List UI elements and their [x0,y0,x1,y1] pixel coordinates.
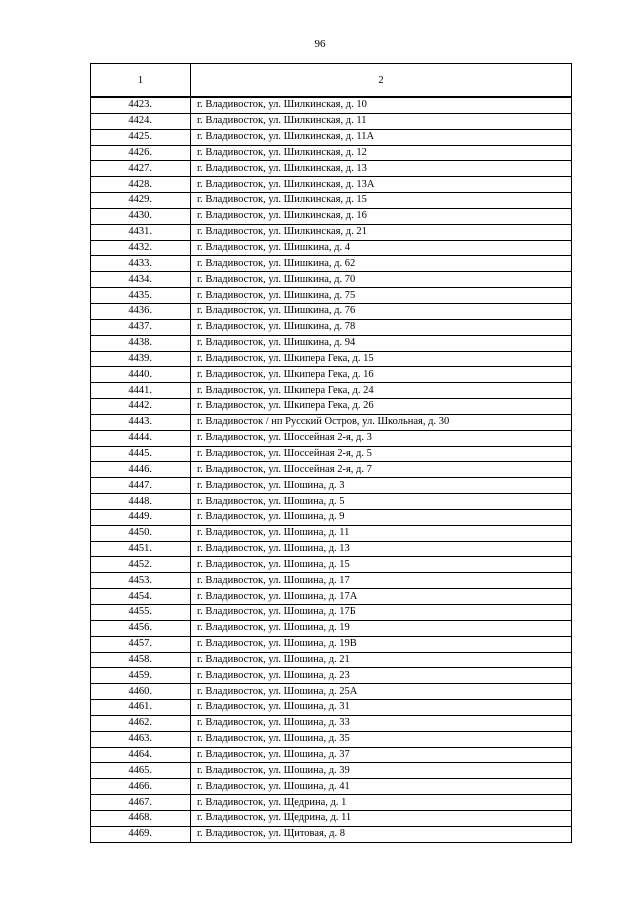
address-cell: г. Владивосток, ул. Шоссейная 2-я, д. 5 [191,446,572,462]
table-row [91,684,572,700]
table-row [91,525,572,541]
table-row [91,399,572,415]
address-cell: г. Владивосток, ул. Шишкина, д. 75 [191,288,572,304]
address-cell: г. Владивосток, ул. Шошина, д. 17Б [191,605,572,621]
address-cell: г. Владивосток, ул. Шишкина, д. 94 [191,335,572,351]
address-cell: г. Владивосток, ул. Шилкинская, д. 11А [191,129,572,145]
row-number-cell: 4432. [91,240,191,256]
table-row [91,240,572,256]
row-number-cell: 4465. [91,763,191,779]
table-row [91,620,572,636]
address-cell: г. Владивосток, ул. Шошина, д. 19 [191,620,572,636]
row-number-cell: 4451. [91,541,191,557]
address-cell: г. Владивосток, ул. Шошина, д. 41 [191,779,572,795]
table-row [91,668,572,684]
address-cell: г. Владивосток, ул. Шилкинская, д. 15 [191,193,572,209]
row-number-cell: 4424. [91,113,191,129]
table-row [91,700,572,716]
row-number-cell: 4435. [91,288,191,304]
table-row [91,129,572,145]
row-number-cell: 4456. [91,620,191,636]
row-number-cell: 4442. [91,399,191,415]
table-row [91,557,572,573]
header-row [91,64,572,98]
row-number-cell: 4431. [91,224,191,240]
row-number-cell: 4446. [91,462,191,478]
row-number-cell: 4425. [91,129,191,145]
table-row [91,383,572,399]
row-number-cell: 4426. [91,145,191,161]
column-header-number: 1 [91,64,191,98]
row-number-cell: 4429. [91,193,191,209]
address-cell: г. Владивосток, ул. Шилкинская, д. 13А [191,177,572,193]
row-number-cell: 4444. [91,430,191,446]
table-row [91,589,572,605]
row-number-cell: 4450. [91,525,191,541]
address-cell: г. Владивосток, ул. Шилкинская, д. 12 [191,145,572,161]
table-row [91,509,572,525]
address-cell: г. Владивосток, ул. Шкипера Гека, д. 15 [191,351,572,367]
table-row [91,161,572,177]
row-number-cell: 4448. [91,494,191,510]
table-row [91,303,572,319]
table-row [91,541,572,557]
address-cell: г. Владивосток, ул. Шошина, д. 17А [191,589,572,605]
table-row [91,97,572,113]
table-row [91,208,572,224]
row-number-cell: 4447. [91,478,191,494]
table-row [91,351,572,367]
address-cell: г. Владивосток, ул. Шошина, д. 9 [191,509,572,525]
address-cell: г. Владивосток, ул. Шилкинская, д. 21 [191,224,572,240]
row-number-cell: 4433. [91,256,191,272]
address-cell: г. Владивосток, ул. Шилкинская, д. 10 [191,97,572,113]
address-cell: г. Владивосток, ул. Шошина, д. 15 [191,557,572,573]
row-number-cell: 4455. [91,605,191,621]
address-cell: г. Владивосток, ул. Шошина, д. 11 [191,525,572,541]
address-cell: г. Владивосток, ул. Шошина, д. 3 [191,478,572,494]
table-row [91,494,572,510]
row-number-cell: 4467. [91,795,191,811]
row-number-cell: 4440. [91,367,191,383]
table-body [91,97,572,842]
row-number-cell: 4460. [91,684,191,700]
row-number-cell: 4459. [91,668,191,684]
row-number-cell: 4466. [91,779,191,795]
address-cell: г. Владивосток, ул. Шишкина, д. 78 [191,319,572,335]
address-cell: г. Владивосток, ул. Шошина, д. 5 [191,494,572,510]
address-cell: г. Владивосток, ул. Шкипера Гека, д. 26 [191,399,572,415]
address-cell: г. Владивосток, ул. Шошина, д. 39 [191,763,572,779]
address-cell: г. Владивосток, ул. Шишкина, д. 62 [191,256,572,272]
table-row [91,573,572,589]
table-row [91,446,572,462]
address-cell: г. Владивосток, ул. Шишкина, д. 4 [191,240,572,256]
column-header-address: 2 [191,64,572,98]
table-row [91,145,572,161]
address-cell: г. Владивосток, ул. Шилкинская, д. 13 [191,161,572,177]
address-cell: г. Владивосток, ул. Шошина, д. 37 [191,747,572,763]
row-number-cell: 4436. [91,303,191,319]
table-row [91,478,572,494]
row-number-cell: 4445. [91,446,191,462]
table-row [91,810,572,826]
address-cell: г. Владивосток, ул. Шкипера Гека, д. 24 [191,383,572,399]
table-row [91,763,572,779]
table-row [91,462,572,478]
address-cell: г. Владивосток, ул. Шошина, д. 31 [191,700,572,716]
row-number-cell: 4464. [91,747,191,763]
address-cell: г. Владивосток, ул. Шошина, д. 19В [191,636,572,652]
address-cell: г. Владивосток / нп Русский Остров, ул. Школьная, д. 30 [191,414,572,430]
table-row [91,288,572,304]
row-number-cell: 4462. [91,715,191,731]
address-cell: г. Владивосток, ул. Шошина, д. 33 [191,715,572,731]
address-cell: г. Владивосток, ул. Шошина, д. 35 [191,731,572,747]
address-cell: г. Владивосток, ул. Шоссейная 2-я, д. 3 [191,430,572,446]
table-row [91,636,572,652]
row-number-cell: 4439. [91,351,191,367]
table-row [91,779,572,795]
address-cell: г. Владивосток, ул. Щитовая, д. 8 [191,826,572,842]
row-number-cell: 4457. [91,636,191,652]
table-row [91,652,572,668]
address-table [90,63,572,843]
address-cell: г. Владивосток, ул. Шошина, д. 23 [191,668,572,684]
row-number-cell: 4452. [91,557,191,573]
row-number-cell: 4468. [91,810,191,826]
address-cell: г. Владивосток, ул. Шошина, д. 25А [191,684,572,700]
table-row [91,335,572,351]
address-cell: г. Владивосток, ул. Шошина, д. 13 [191,541,572,557]
row-number-cell: 4449. [91,509,191,525]
address-cell: г. Владивосток, ул. Шошина, д. 21 [191,652,572,668]
address-cell: г. Владивосток, ул. Шошина, д. 17 [191,573,572,589]
address-cell: г. Владивосток, ул. Шишкина, д. 70 [191,272,572,288]
address-cell: г. Владивосток, ул. Шилкинская, д. 11 [191,113,572,129]
table-row [91,177,572,193]
table-row [91,256,572,272]
row-number-cell: 4458. [91,652,191,668]
table-header [91,64,572,98]
table-row [91,795,572,811]
table-row [91,826,572,842]
row-number-cell: 4428. [91,177,191,193]
row-number-cell: 4437. [91,319,191,335]
table-row [91,747,572,763]
table-row [91,414,572,430]
row-number-cell: 4427. [91,161,191,177]
row-number-cell: 4438. [91,335,191,351]
table-row [91,367,572,383]
table-row [91,430,572,446]
address-cell: г. Владивосток, ул. Шоссейная 2-я, д. 7 [191,462,572,478]
row-number-cell: 4430. [91,208,191,224]
row-number-cell: 4453. [91,573,191,589]
row-number-cell: 4423. [91,97,191,113]
row-number-cell: 4461. [91,700,191,716]
table-row [91,224,572,240]
table-row [91,605,572,621]
row-number-cell: 4441. [91,383,191,399]
row-number-cell: 4443. [91,414,191,430]
table-row [91,272,572,288]
address-cell: г. Владивосток, ул. Шилкинская, д. 16 [191,208,572,224]
row-number-cell: 4454. [91,589,191,605]
table-row [91,731,572,747]
row-number-cell: 4434. [91,272,191,288]
table-row [91,319,572,335]
row-number-cell: 4469. [91,826,191,842]
page-number: 96 [314,38,326,50]
row-number-cell: 4463. [91,731,191,747]
address-cell: г. Владивосток, ул. Щедрина, д. 11 [191,810,572,826]
address-cell: г. Владивосток, ул. Щедрина, д. 1 [191,795,572,811]
table-row [91,113,572,129]
table-row [91,715,572,731]
address-cell: г. Владивосток, ул. Шкипера Гека, д. 16 [191,367,572,383]
table-row [91,193,572,209]
address-cell: г. Владивосток, ул. Шишкина, д. 76 [191,303,572,319]
